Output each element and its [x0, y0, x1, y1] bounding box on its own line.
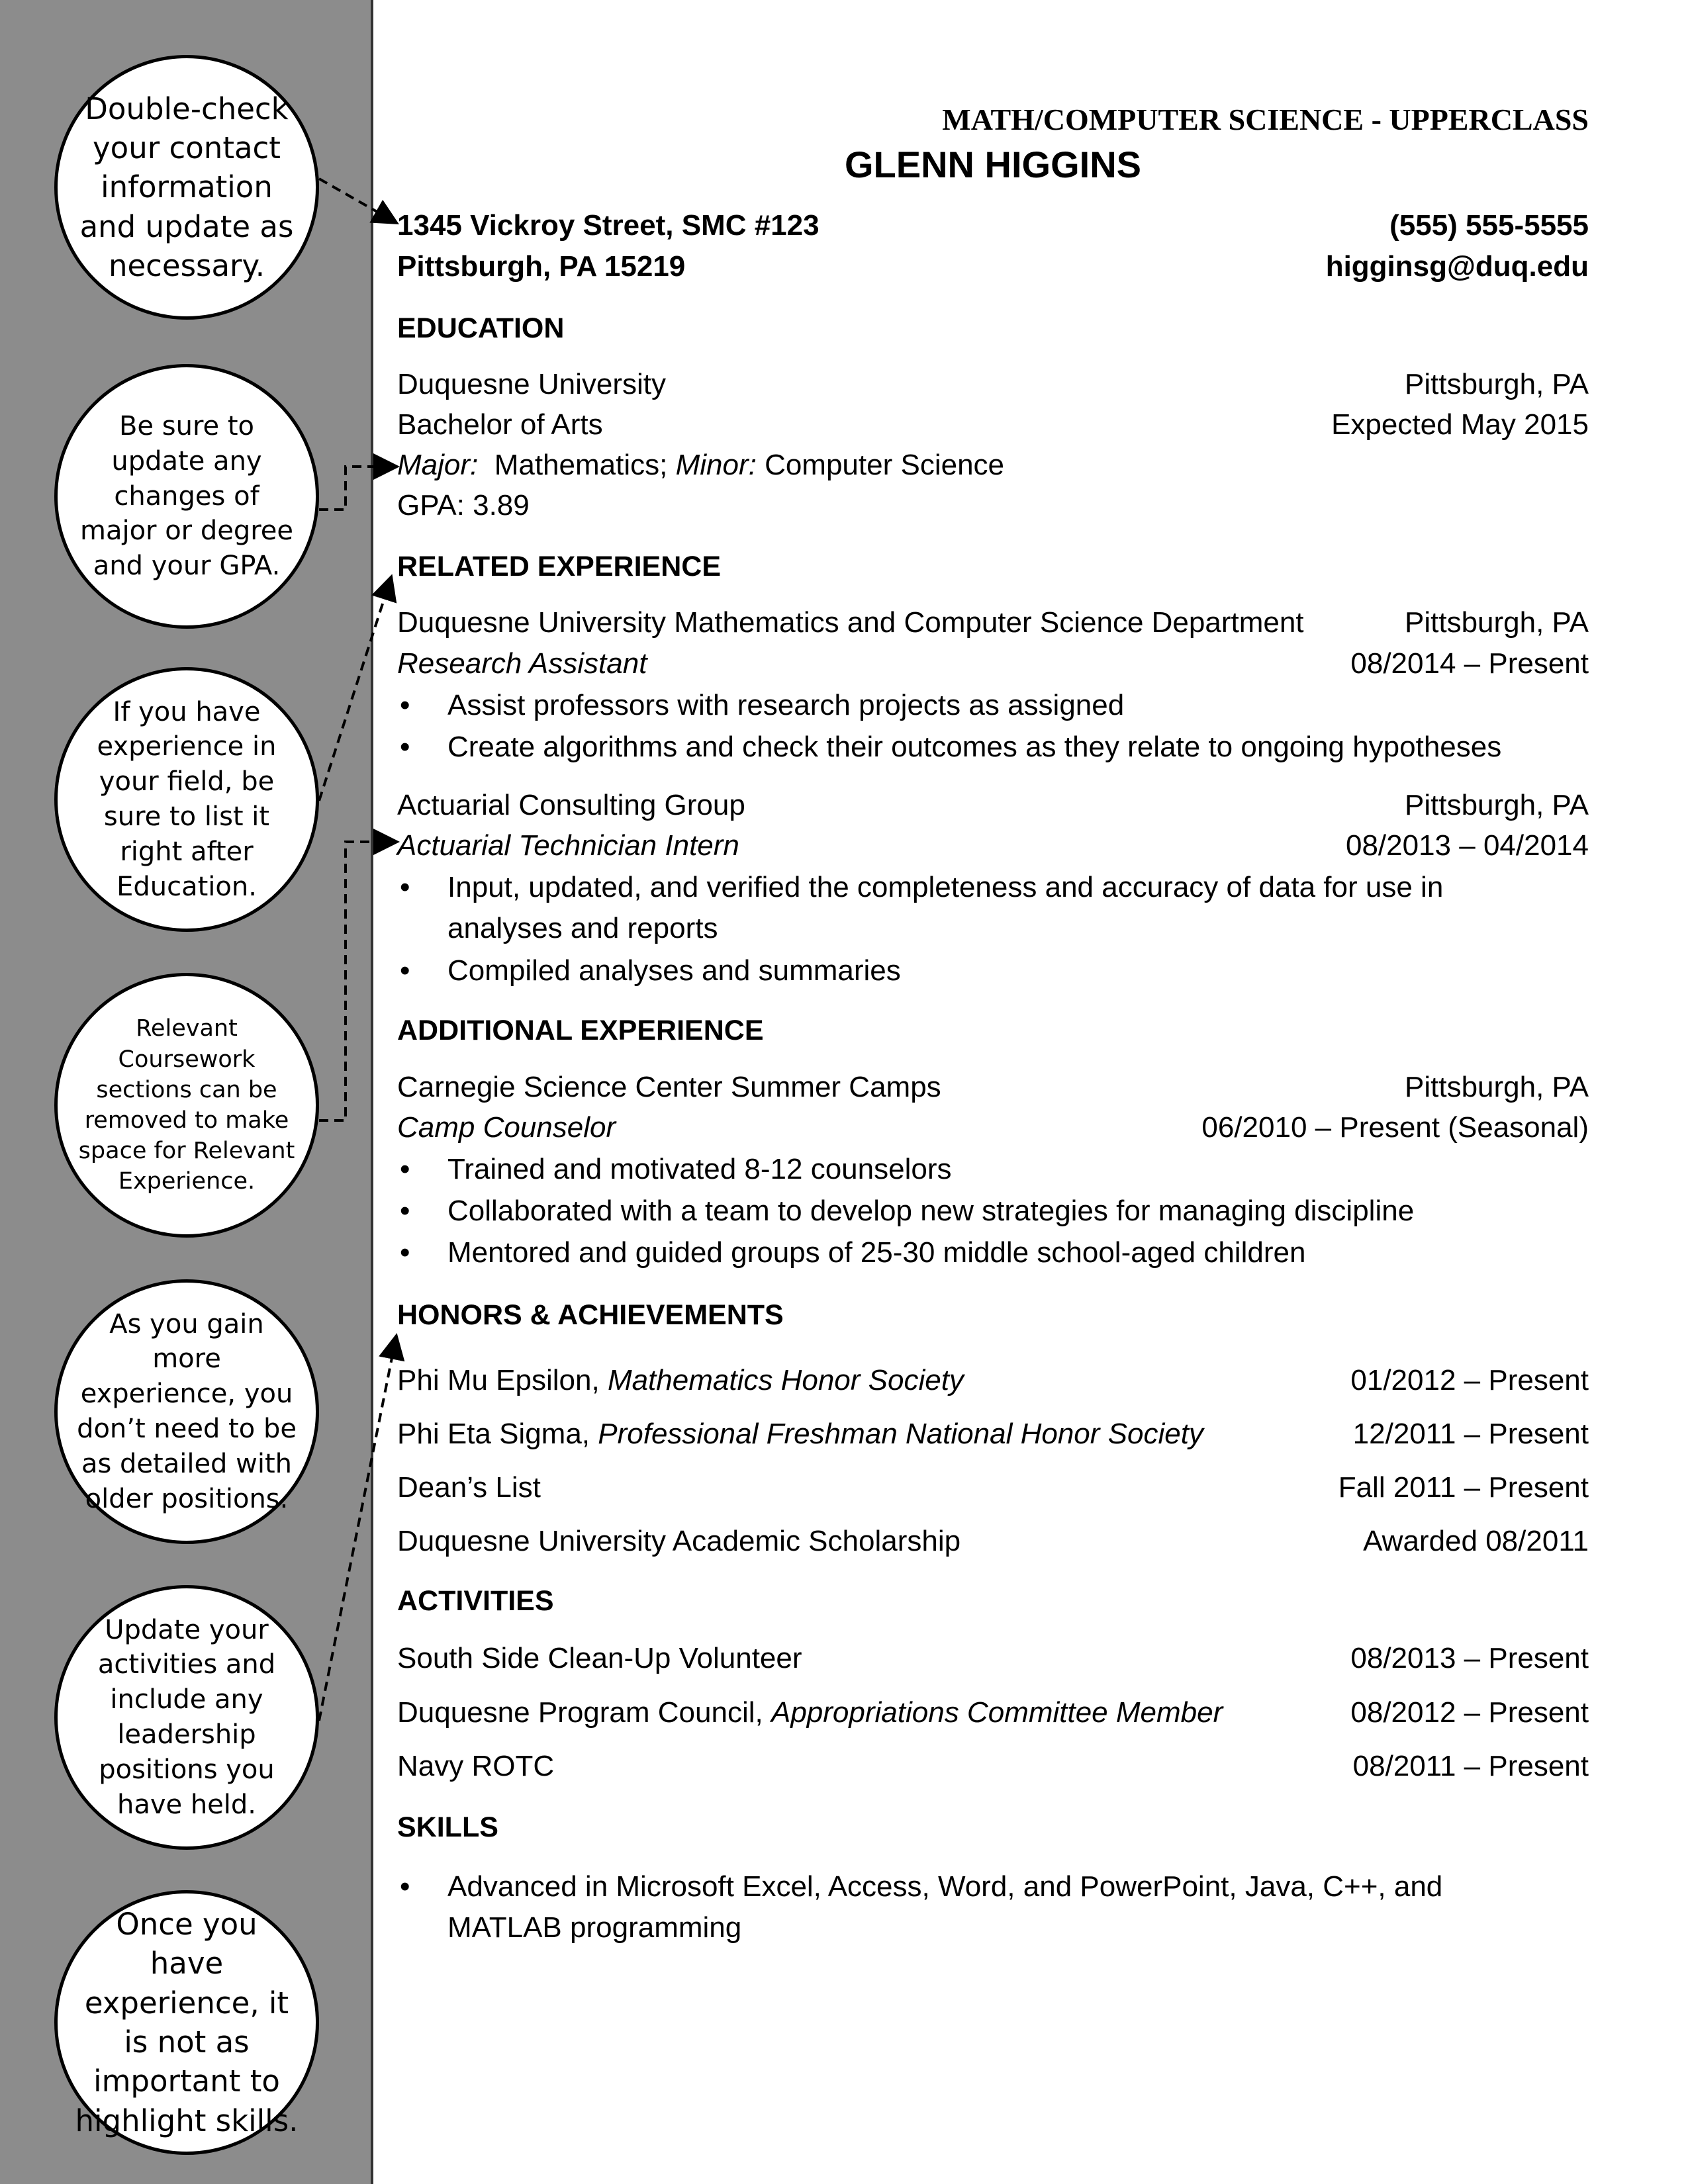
job-2-title: Actuarial Technician Intern [397, 829, 739, 862]
phone: (555) 555-5555 [1389, 209, 1589, 242]
job-1-title: Research Assistant [397, 647, 647, 680]
job-1-org: Duquesne University Mathematics and Computer Science Department [397, 606, 1304, 639]
tip-skills: Once you have experience, it is not as important to highlight skills. [54, 1890, 319, 2155]
tip-older-positions: As you gain more experience, you don’t need to be as detailed with older positions. [54, 1279, 319, 1544]
job-2-org: Actuarial Consulting Group [397, 789, 745, 821]
school-name: Duquesne University [397, 368, 666, 400]
additional-title: Camp Counselor [397, 1111, 616, 1144]
job-1-dates: 08/2014 – Present [1350, 647, 1589, 680]
address-line-2: Pittsburgh, PA 15219 [397, 250, 686, 283]
additional-location: Pittsburgh, PA [1405, 1071, 1589, 1103]
additional-dates: 06/2010 – Present (Seasonal) [1201, 1111, 1589, 1144]
address-line-1: 1345 Vickroy Street, SMC #123 [397, 209, 820, 242]
job-1-location: Pittsburgh, PA [1405, 606, 1589, 639]
tip-activities: Update your activities and include any leadership positions you have held. [54, 1585, 319, 1850]
tip-contact-info: Double-check your contact information and update as necessary. [54, 55, 319, 320]
tip-related-experience: If you have experience in your field, be sure to list it right after Education. [54, 667, 319, 932]
school-location: Pittsburgh, PA [1405, 368, 1589, 400]
additional-org: Carnegie Science Center Summer Camps [397, 1071, 941, 1103]
job-2-location: Pittsburgh, PA [1405, 789, 1589, 821]
major-minor: Major: Mathematics; Minor: Computer Science [397, 449, 1005, 481]
tip-major-gpa: Be sure to update any changes of major or degree and your GPA. [54, 364, 319, 629]
degree: Bachelor of Arts [397, 408, 603, 441]
tip-relevant-coursework: Relevant Coursework sections can be removed to make space for Relevant Experience. [54, 973, 319, 1238]
email: higginsg@duq.edu [1325, 250, 1589, 283]
degree-date: Expected May 2015 [1331, 408, 1589, 441]
resume-banner: MATH/COMPUTER SCIENCE - UPPERCLASS [942, 103, 1589, 136]
job-2-dates: 08/2013 – 04/2014 [1345, 829, 1589, 862]
gpa: GPA: 3.89 [397, 489, 530, 522]
candidate-name: GLENN HIGGINS [844, 144, 1142, 185]
